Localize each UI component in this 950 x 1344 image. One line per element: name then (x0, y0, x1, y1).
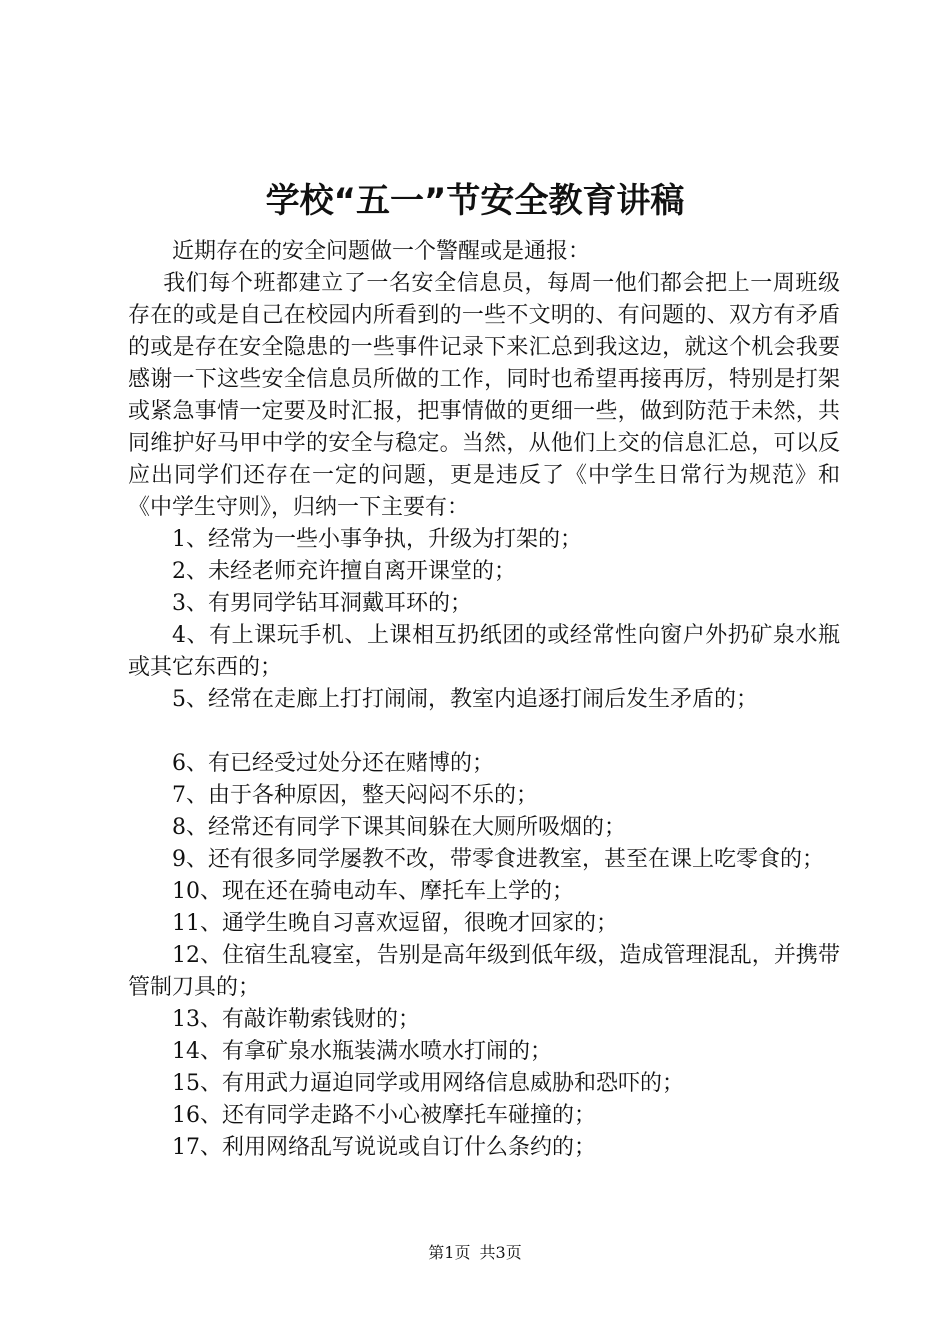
list-item: 14、有拿矿泉水瓶装满水喷水打闹的； (172, 1039, 552, 1064)
paragraph: 我们每个班都建立了一名安全信息员，每周一他们都会把上一周班级存在的或是自己在校园内所看到的一些不文明的、有问题的、双方有矛盾的或是存在安全隐患的一些事件记录下来汇总到我这边，就这个机会我要感谢一下这些安全信息员所做的工作，同时也希望再接再厉，特别是打架或紧急事情一定要及时汇报，把事情做的更细一些，做到防范于未然，共同维护好马甲中学的安全与稳定。当然，从他们上交的信息汇总，可以反应出同学们还存在一定的问题，更是违反了《中学生日常行为规范》和《中学生守则》，归纳一下主要有： (128, 271, 840, 520)
list-item: 2、未经老师充许擅自离开课堂的； (172, 559, 516, 584)
document-body (128, 236, 840, 1164)
page-footer (0, 1242, 950, 1264)
list-item: 17、利用网络乱写说说或自订什么条约的； (172, 1135, 596, 1160)
list-item: 9、还有很多同学屡教不改，带零食进教室，甚至在课上吃零食的； (172, 847, 824, 872)
list-item: 4、有上课玩手机、上课相互扔纸团的或经常性向窗户外扔矿泉水瓶或其它东西的； (128, 623, 840, 680)
list-item: 12、住宿生乱寝室，告别是高年级到低年级，造成管理混乱，并携带管制刀具的； (128, 943, 840, 1000)
list-item: 11、通学生晚自习喜欢逗留，很晚才回家的； (172, 911, 618, 936)
list-item: 1、经常为一些小事争执，升级为打架的； (172, 527, 582, 552)
page-total: 共3页 (479, 1243, 522, 1262)
blank-line (128, 716, 840, 748)
paragraph: 近期存在的安全问题做一个警醒或是通报： (172, 239, 591, 264)
list-item: 10、现在还在骑电动车、摩托车上学的； (172, 879, 574, 904)
list-item: 7、由于各种原因，整天闷闷不乐的； (172, 783, 538, 808)
list-item: 3、有男同学钻耳洞戴耳环的； (172, 591, 472, 616)
list-item: 5、经常在走廊上打打闹闹，教室内追逐打闹后发生矛盾的； (172, 687, 758, 712)
list-item: 16、还有同学走路不小心被摩托车碰撞的； (172, 1103, 596, 1128)
list-item: 13、有敲诈勒索钱财的； (172, 1007, 420, 1032)
list-item: 15、有用武力逼迫同学或用网络信息威胁和恐吓的； (172, 1071, 684, 1096)
list-item: 8、经常还有同学下课其间躲在大厕所吸烟的； (172, 815, 626, 840)
document-title: 学校“五一”节安全教育讲稿 (265, 181, 685, 221)
list-item: 6、有已经受过处分还在赌博的； (172, 751, 494, 776)
page-number: 第1页 (428, 1243, 471, 1262)
